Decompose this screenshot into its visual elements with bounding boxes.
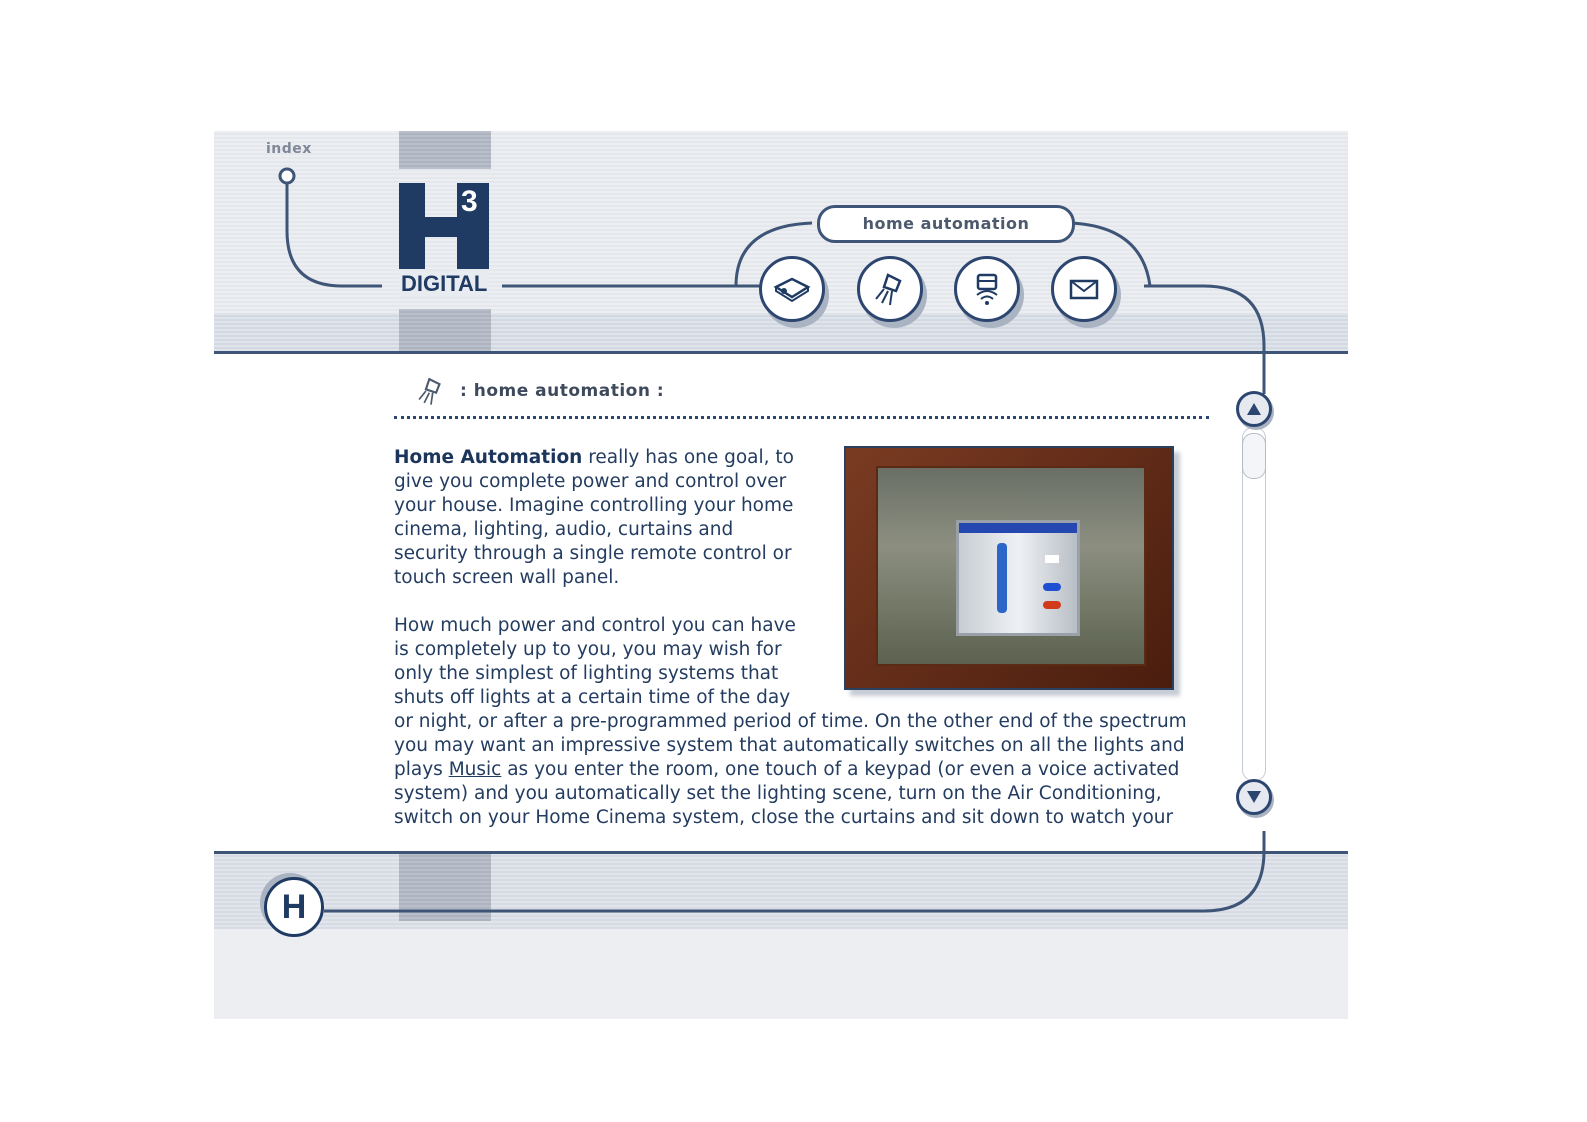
footer-divider <box>214 851 1348 854</box>
paragraph-1-bold: Home Automation <box>394 447 583 468</box>
wireless-icon <box>967 269 1007 309</box>
spotlight-icon <box>414 374 448 408</box>
projector-icon <box>772 269 812 309</box>
scroll-track[interactable] <box>1242 427 1266 781</box>
heading-dotted-rule <box>394 416 1209 419</box>
arrow-down-icon <box>1246 790 1262 804</box>
paragraph-1-text: really has one goal, to give you complete power and control over your house. Imagine controlling your home cinema, lighting, audio, curtains and security through a single remote control or touch screen wall panel. <box>394 447 794 588</box>
content-scrollbar[interactable] <box>1236 391 1270 811</box>
scroll-up-button[interactable] <box>1236 391 1272 427</box>
home-button[interactable]: H <box>264 877 324 937</box>
content-heading-text: : home automation : <box>460 381 665 401</box>
nav-home-cinema-button[interactable] <box>759 256 825 322</box>
scroll-thumb[interactable] <box>1242 433 1266 479</box>
scroll-down-button[interactable] <box>1236 779 1272 815</box>
article-text <box>394 446 1204 850</box>
envelope-icon <box>1064 269 1104 309</box>
paragraph-2-text-b: as you enter the room, one touch of a keypad (or even a voice activated system) and you automatically set the lighting scene, turn on the Air Conditioning, switch on your Home Cinema system, close the curtains and sit down to watch your <box>394 759 1180 828</box>
arrow-up-icon <box>1246 402 1262 416</box>
footer-band <box>214 853 1348 1019</box>
logo-column-top <box>399 131 491 169</box>
logo-digital-text: DIGITAL <box>401 271 488 296</box>
section-title-pill: home automation <box>817 205 1075 243</box>
logo-superscript: 3 <box>461 185 478 218</box>
content-heading <box>414 374 664 408</box>
touch-panel-photo <box>844 446 1174 690</box>
spotlight-icon <box>870 269 910 309</box>
nav-home-automation-button[interactable] <box>857 256 923 322</box>
page-frame <box>214 131 1348 1019</box>
music-link[interactable]: Music <box>448 759 502 780</box>
content-area[interactable] <box>394 354 1224 850</box>
paragraph-2-text-a: How much power and control you can have is completely up to you, you may wish for only the simplest of lighting systems that shuts off lights at a certain time of the day or night, or after a pre-programmed period of time. On the other end of the spectrum you may want an impressive system that automatically switches on all the lights and plays <box>394 615 1187 780</box>
logo-column-bottom <box>399 309 491 351</box>
nav-wireless-button[interactable] <box>954 256 1020 322</box>
nav-contact-button[interactable] <box>1051 256 1117 322</box>
index-link[interactable]: index <box>266 141 312 157</box>
footer-column-block <box>399 853 491 921</box>
